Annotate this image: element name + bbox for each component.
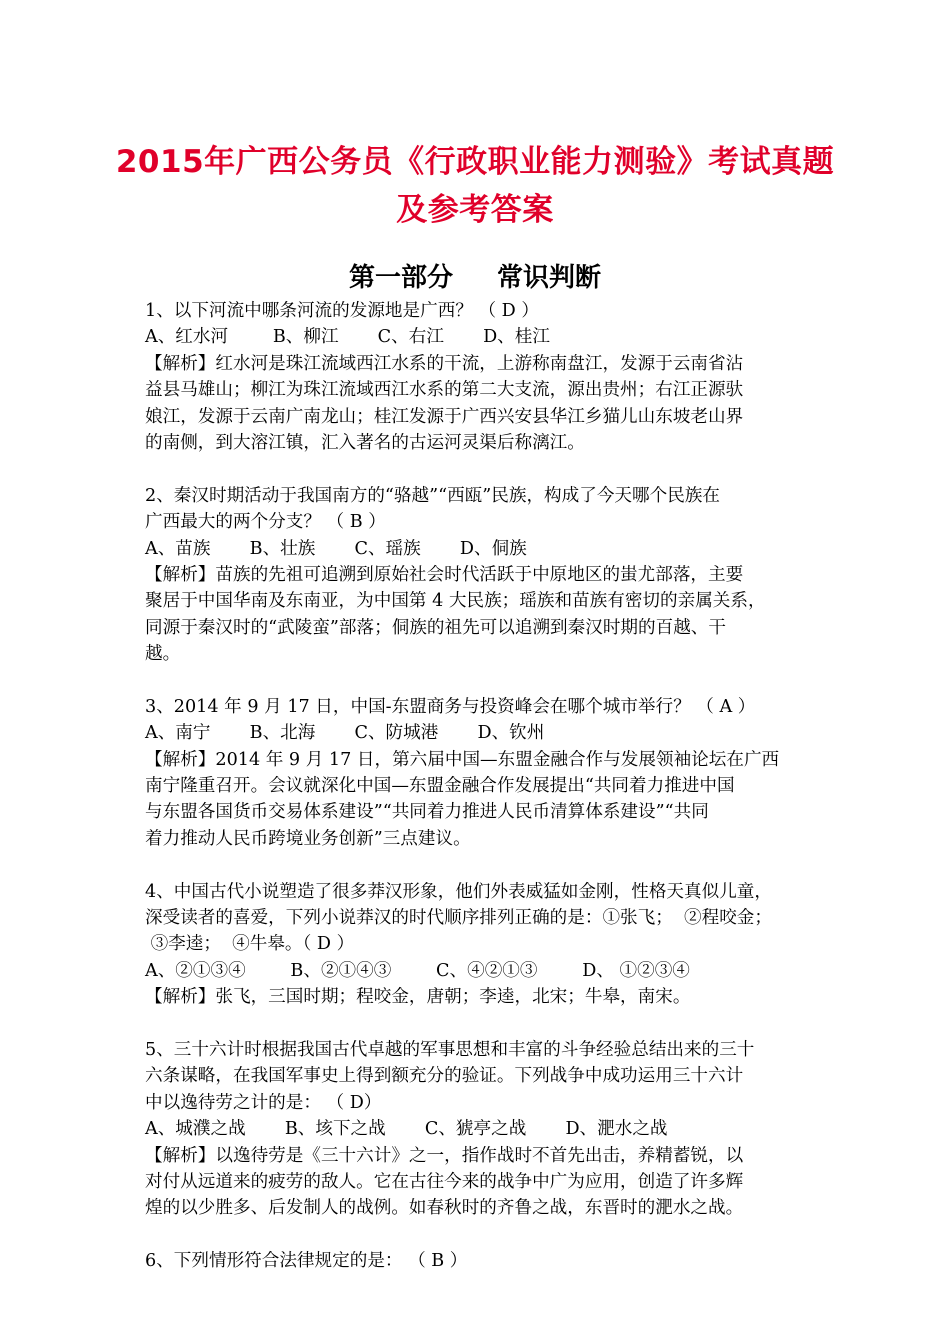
- analysis-line: 益县马雄山；柳江为珠江流域西江水系的第二大支流，源出贵州；右江正源驮: [145, 380, 744, 401]
- answer-options-line: A、城濮之战 B、垓下之战 C、猇亭之战 D、淝水之战: [145, 1119, 668, 1140]
- question-stem-line: 6、下列情形符合法律规定的是： （ B ）: [145, 1251, 468, 1272]
- section-heading: [0, 257, 950, 294]
- analysis-line: 【解析】苗族的先祖可追溯到原始社会时代活跃于中原地区的蚩尤部落，主要: [145, 564, 744, 585]
- question-block: [145, 1037, 815, 1222]
- analysis-line: 对付从远道来的疲劳的敌人。它在古往今来的战争中广为应用，创造了许多辉: [145, 1171, 744, 1192]
- question-block: [145, 298, 815, 456]
- analysis-line: 聚居于中国华南及东南亚，为中国第 4 大民族；瑶族和苗族有密切的亲属关系，: [145, 591, 766, 612]
- section-name: 常识判断: [497, 263, 602, 293]
- analysis-line: 【解析】红水河是珠江流域西江水系的干流，上游称南盘江，发源于云南省沾: [145, 353, 744, 374]
- question-stem-line: 3、2014 年 9 月 17 日，中国-东盟商务与投资峰会在哪个城市举行？ （ A ）: [145, 696, 756, 717]
- analysis-line: 【解析】以逸待劳是《三十六计》之一，指作战时不首先出击，养精蓄锐，以: [145, 1145, 744, 1166]
- analysis-line: 越。: [145, 644, 181, 665]
- question-stem-line: 深受读者的喜爱，下列小说莽汉的时代顺序排列正确的是：①张飞； ②程咬金；: [145, 907, 772, 928]
- analysis-line: 与东盟各国货币交易体系建设”“共同着力推进人民币清算体系建设”“共同: [145, 802, 709, 823]
- question-stem-line: 1、以下河流中哪条河流的发源地是广西？ （ D ）: [145, 301, 539, 321]
- answer-options-line: A、红水河 B、柳江 C、右江 D、桂江: [145, 327, 550, 348]
- answer-options-line: A、南宁 B、北海 C、防城港 D、钦州: [145, 723, 545, 744]
- question-block: [145, 879, 815, 1011]
- question-stem-line: 中以逸待劳之计的是： （ D）: [145, 1092, 382, 1113]
- section-part: 第一部分: [348, 263, 453, 293]
- question-stem-line: 4、中国古代小说塑造了很多莽汉形象，他们外表威猛如金刚，性格天真似儿童，: [145, 881, 772, 902]
- analysis-line: 娘江，发源于云南广南龙山；桂江发源于广西兴安县华江乡猫儿山东坡老山界: [145, 406, 744, 427]
- question-stem-line: 六条谋略，在我国军事史上得到额充分的验证。下列战争中成功运用三十六计: [145, 1066, 744, 1087]
- question-list: [145, 298, 815, 1301]
- question-block: [145, 1248, 815, 1274]
- question-block: [145, 694, 815, 852]
- answer-options-line: A、②①③④ B、②①④③ C、④②①③ D、 ①②③④: [145, 960, 690, 981]
- question-block: [145, 483, 815, 668]
- analysis-line: 南宁隆重召开。会议就深化中国—东盟金融合作发展提出“共同着力推进中国: [145, 776, 735, 797]
- analysis-line: 的南侧，到大溶江镇，汇入著名的古运河灵渠后称漓江。: [145, 432, 585, 453]
- analysis-line: 【解析】张飞，三国时期；程咬金，唐朝；李逵，北宋；牛皋，南宋。: [145, 987, 691, 1008]
- document-title-line-2: 及参考答案: [396, 192, 554, 228]
- analysis-line: 着力推动人民币跨境业务创新”三点建议。: [145, 828, 471, 849]
- analysis-line: 煌的以少胜多、后发制人的战例。如春秋时的齐鲁之战，东晋时的淝水之战。: [145, 1198, 744, 1219]
- question-stem-line: 广西最大的两个分支？ （ B ）: [145, 512, 386, 533]
- answer-options-line: A、苗族 B、壮族 C、瑶族 D、侗族: [145, 538, 527, 559]
- analysis-line: 【解析】2014 年 9 月 17 日，第六届中国—东盟金融合作与发展领袖论坛在广西: [145, 749, 780, 770]
- analysis-line: 同源于秦汉时的“武陵蛮”部落；侗族的祖先可以追溯到秦汉时期的百越、干: [145, 617, 726, 638]
- question-stem-line: 2、秦汉时期活动于我国南方的“骆越”“西瓯”民族，构成了今天哪个民族在: [145, 485, 720, 506]
- question-stem-line: 5、三十六计时根据我国古代卓越的军事思想和丰富的斗争经验总结出来的三十: [145, 1039, 755, 1060]
- document-title-line-1: 2015年广西公务员《行政职业能力测验》考试真题: [115, 144, 835, 180]
- question-stem-line: ③李逵； ④牛皋。（ D ）: [145, 934, 355, 955]
